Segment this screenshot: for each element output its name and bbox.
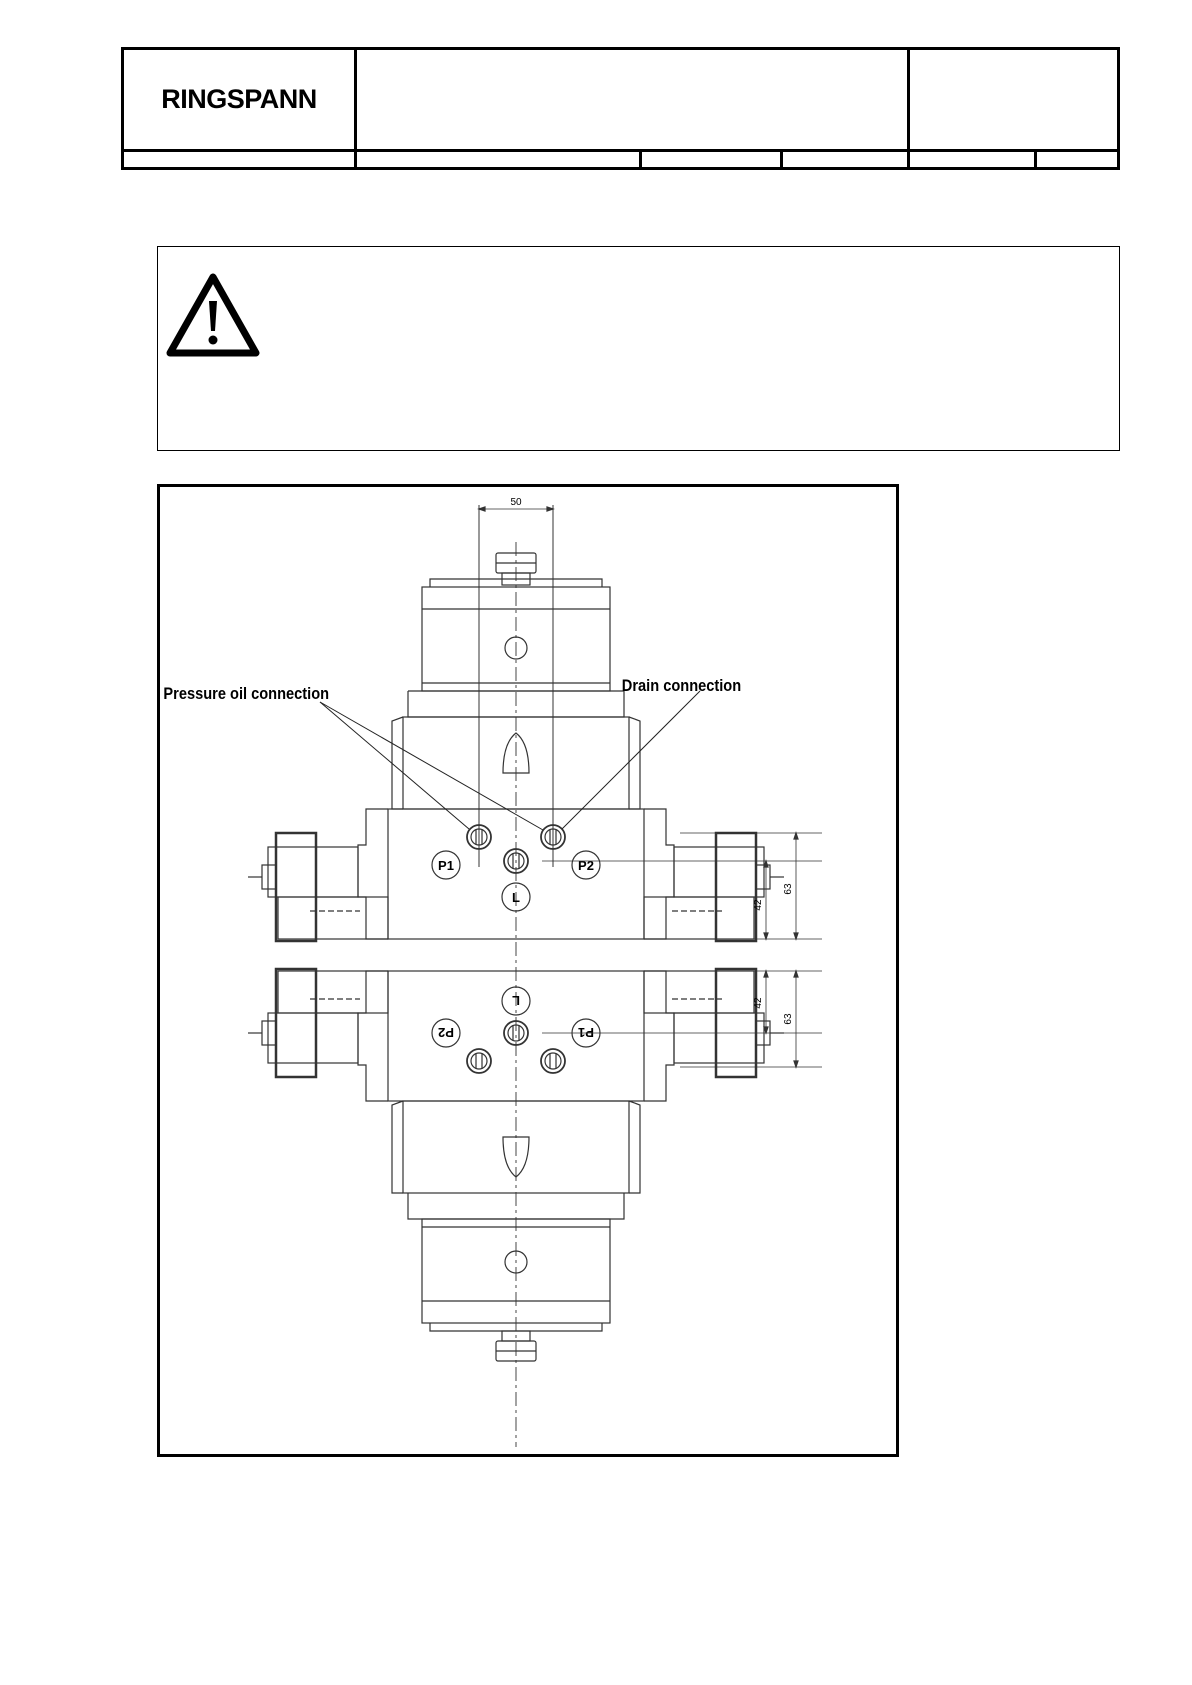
title-block-cell (642, 152, 783, 167)
logo (124, 50, 357, 149)
port-p1-lower (541, 1049, 565, 1073)
title-block-document-number-cell (910, 50, 1117, 149)
logo-text: RINGSPANN (161, 84, 317, 114)
port-label-p1: P1 (438, 858, 454, 873)
dimension-label-42-upper: 42 (753, 899, 764, 911)
title-block-cell (910, 152, 1037, 167)
port-label-l-lower: L (512, 993, 520, 1008)
dimension-label-50: 50 (510, 497, 522, 508)
dimension-label-42-lower: 42 (753, 997, 764, 1009)
title-block-document-title-cell (357, 50, 910, 149)
warning-triangle-icon (164, 271, 262, 359)
title-block-cell (1037, 152, 1117, 167)
port-l-lower (504, 1021, 528, 1045)
title-block-info-row (124, 149, 1117, 167)
upper-valve-assembly (248, 553, 822, 941)
title-block-cell (357, 152, 642, 167)
warning-box (157, 246, 1120, 451)
pressure-oil-connection-label: Pressure oil connection (163, 685, 330, 704)
lower-valve-assembly (248, 969, 822, 1361)
drain-connection-label: Drain connection (621, 677, 742, 696)
title-block-cell (783, 152, 910, 167)
dimensions-upper (753, 833, 798, 939)
port-label-l: L (512, 890, 520, 905)
technical-drawing (160, 487, 902, 1460)
port-label-p1-lower: P1 (578, 1025, 594, 1040)
port-p2-lower (467, 1049, 491, 1073)
dimension-label-63-upper: 63 (783, 883, 794, 895)
title-block-cell (124, 152, 357, 167)
dimensions-lower (753, 971, 798, 1067)
title-block (121, 47, 1120, 170)
technical-drawing-frame (157, 484, 899, 1457)
port-label-p2-lower: P2 (438, 1025, 454, 1040)
port-label-p2: P2 (578, 858, 594, 873)
dimension-label-63-lower: 63 (783, 1013, 794, 1025)
